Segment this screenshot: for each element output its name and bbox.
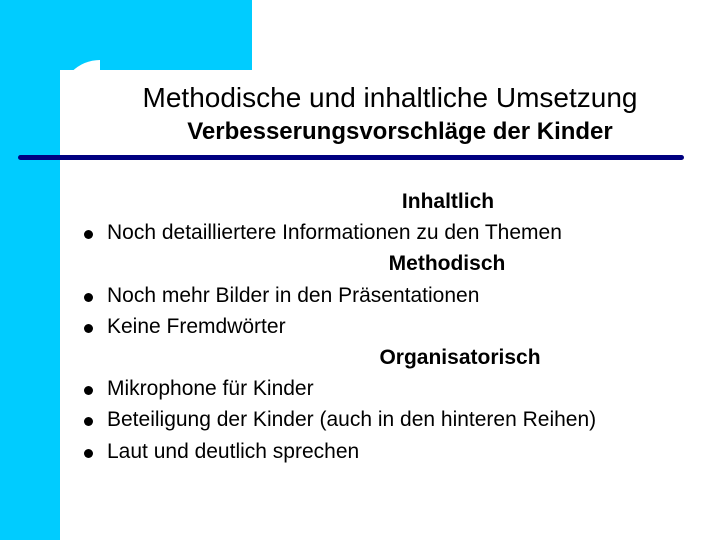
bullet-icon [84,449,93,458]
bullet-icon [84,293,93,302]
list-item-text: Laut und deutlich sprechen [107,439,360,463]
list-item-text: Mikrophone für Kinder [107,377,314,401]
list-item [60,217,720,248]
slide-title: Methodische und inhaltliche Umsetzung [142,82,638,113]
list-item [60,280,720,311]
bullet-icon [84,417,93,426]
list-item [60,373,720,404]
list-item [60,404,720,435]
list-item [60,311,720,342]
list-item-text: Beteiligung der Kinder (auch in den hinteren Reihen) [107,408,597,432]
accent-bar-left [0,0,60,540]
slide-subtitle: Verbesserungsvorschläge der Kinder [187,118,613,145]
list-item [60,436,720,467]
list-item-text: Keine Fremdwörter [107,314,286,338]
list-item-text: Noch mehr Bilder in den Präsentationen [107,283,480,307]
section-heading-inhaltlich: Inhaltlich [401,190,495,213]
section-heading-methodisch: Methodisch [388,252,506,276]
bullet-icon [84,386,93,395]
bullet-icon [84,324,93,333]
title-divider [18,155,684,160]
bullet-icon [84,230,93,239]
list-item-text: Noch detailliertere Informationen zu den Themen [107,221,562,245]
slide-body [60,186,720,467]
section-heading-organisatorisch: Organisatorisch [379,345,541,369]
